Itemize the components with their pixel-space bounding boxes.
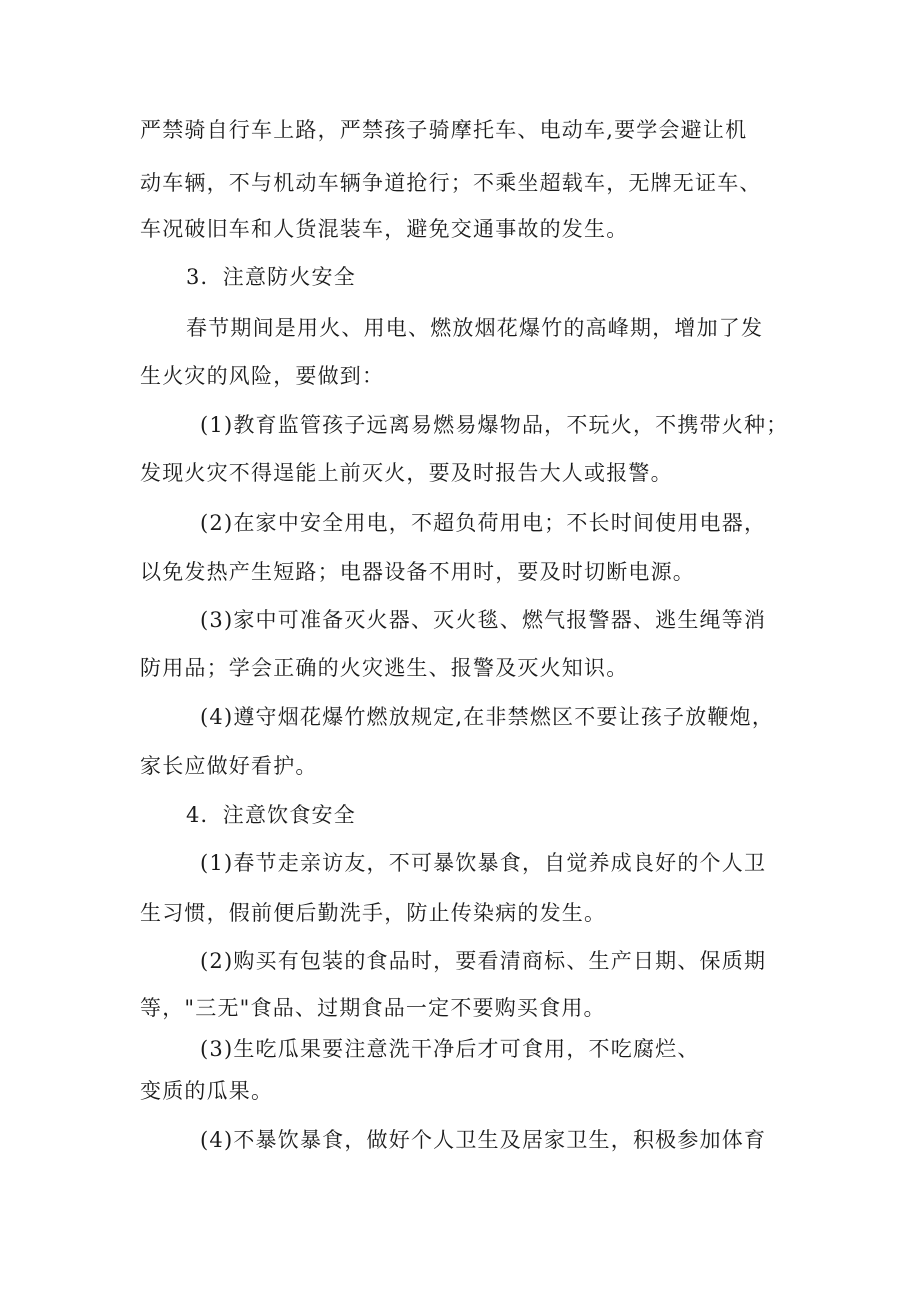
paragraph-line: 车况破旧车和人货混装车，避免交通事故的发生。 (140, 217, 629, 241)
list-item-line: 变质的瓜果。 (140, 1079, 274, 1103)
list-item-line: (1)教育监管孩子远离易燃易爆物品，不玩火，不携带火种； (200, 413, 789, 437)
list-item-line: (3)生吃瓜果要注意洗干净后才可食用，不吃腐烂、 (200, 1037, 700, 1061)
list-item-line: (2)在家中安全用电，不超负荷用电；不长时间使用电器， (200, 511, 767, 535)
list-item-line: 防用品；学会正确的火灾逃生、报警及灭火知识。 (140, 656, 629, 680)
list-item-line: 等，"三无"食品、过期食品一定不要购买食用。 (140, 996, 606, 1020)
section-heading: 4．注意饮食安全 (186, 803, 356, 827)
list-item-line: 发现火灾不得逞能上前灭火，要及时报告大人或报警。 (140, 461, 673, 485)
list-item-line: (1)春节走亲访友，不可暴饮暴食，自觉养成良好的个人卫 (200, 851, 767, 875)
list-item-line: 以免发热产生短路；电器设备不用时，要及时切断电源。 (140, 560, 695, 584)
list-item-line: 家长应做好看护。 (140, 754, 318, 778)
list-item-line: (4)遵守烟花爆竹燃放规定,在非禁燃区不要让孩子放鞭炮， (200, 705, 775, 729)
paragraph-line: 严禁骑自行车上路，严禁孩子骑摩托车、电动车,要学会避让机 (140, 118, 748, 142)
list-item-line: (4)不暴饮暴食，做好个人卫生及居家卫生，积极参加体育 (200, 1128, 767, 1152)
list-item-line: 生习惯，假前便后勤洗手，防止传染病的发生。 (140, 901, 607, 925)
list-item-line: (3)家中可准备灭火器、灭火毯、燃气报警器、逃生绳等消 (200, 608, 767, 632)
list-item-line: (2)购买有包装的食品时，要看清商标、生产日期、保质期 (200, 949, 767, 973)
section-heading: 3．注意防火安全 (186, 265, 356, 289)
paragraph-line: 动车辆，不与机动车辆争道抢行；不乘坐超载车，无牌无证车、 (140, 171, 762, 195)
paragraph-line: 生火灾的风险，要做到： (140, 364, 385, 388)
paragraph-line: 春节期间是用火、用电、燃放烟花爆竹的高峰期，增加了发 (186, 316, 764, 340)
